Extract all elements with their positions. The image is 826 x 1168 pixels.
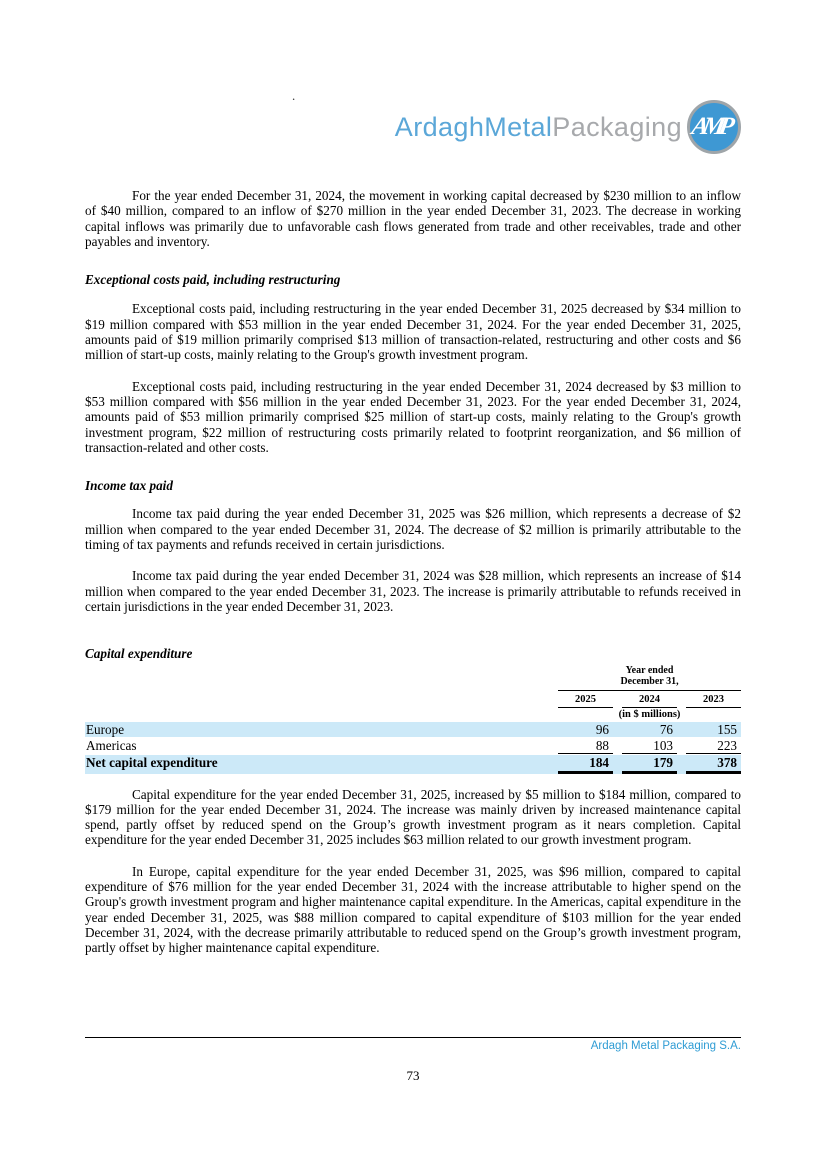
value-2023: 378 (686, 755, 741, 774)
value-2025: 88 (558, 738, 613, 754)
stray-period-mark: . (292, 88, 296, 103)
table-row-net-capital-expenditure (85, 755, 741, 774)
table-year-2023: 2023 (686, 693, 741, 708)
income-tax-paragraph-2025: Income tax paid during the year ended December 31, 2025 was $26 million, which represents a decrease of $2 million when compared to the year ended December 31, 2024. The decrease of $2 million is primarily attributable to the timing of tax payments and refunds received in certain jurisdictions. (85, 506, 741, 553)
table-row-europe (85, 722, 741, 737)
row-label: Americas (86, 737, 137, 753)
logo-wordmark-secondary: Packaging (552, 111, 682, 142)
table-period-spanner (85, 665, 741, 691)
section-heading-exceptional-costs: Exceptional costs paid, including restructuring (85, 272, 341, 288)
table-year-headers (85, 693, 741, 708)
page-number: 73 (406, 1067, 420, 1083)
company-logo (85, 96, 741, 158)
logo-wordmark-primary: ArdaghMetal (394, 111, 553, 142)
amp-logo-icon (687, 100, 741, 154)
value-2025: 96 (595, 721, 609, 737)
exceptional-costs-paragraph-2025: Exceptional costs paid, including restructuring in the year ended December 31, 2025 decreased by $34 million to $19 million compared with $53 million in the year ended December 31, 2024. For the year ended December 31, 2025, amounts paid of $19 million primarily comprised $13 million of transaction-related, restructuring and other costs and $6 million of start-up costs, mainly relating to the Group's growth investment program. (85, 301, 741, 363)
capital-expenditure-table (85, 665, 741, 774)
table-period-line1: Year ended (625, 664, 674, 676)
row-label: Net capital expenditure (86, 754, 218, 770)
section-heading-income-tax: Income tax paid (85, 478, 173, 494)
value-2024: 179 (622, 755, 677, 774)
value-2025: 184 (558, 755, 613, 774)
income-tax-paragraph-2024: Income tax paid during the year ended December 31, 2024 was $28 million, which represents an increase of $14 million when compared to the year ended December 31, 2023. The increase is primarily attributable to refunds received in certain jurisdictions in the year ended December 31, 2023. (85, 568, 741, 614)
footer-company-name: Ardagh Metal Packaging S.A. (590, 1039, 741, 1052)
logo-wordmark (395, 112, 682, 143)
row-label: Europe (86, 721, 125, 737)
table-period-line2: December 31, (620, 676, 679, 688)
capex-summary-paragraph: Capital expenditure for the year ended December 31, 2025, increased by $5 million to $184 million, compared to $179 million for the year ended December 31, 2024. The increase was mainly driven by increased maintenance capital spend, partly offset by reduced spend on the Group’s growth investment program as it nears completion. Capital expenditure for the year ended December 31, 2025 includes $63 million related to our growth investment program. (85, 786, 741, 848)
table-year-2024: 2024 (622, 693, 677, 708)
footer-divider (85, 1037, 741, 1038)
value-2023: 223 (686, 738, 741, 754)
value-2023: 155 (717, 721, 737, 737)
table-year-2025: 2025 (558, 693, 613, 708)
working-capital-paragraph: For the year ended December 31, 2024, the movement in working capital decreased by $230 million to an inflow of $40 million, compared to an inflow of $270 million in the year ended December 31, 2023. The decrease in working capital inflows was primarily due to unfavorable cash flows generated from trade and other receivables, trade and other payables and inventory. (85, 188, 741, 249)
section-heading-capital-expenditure: Capital expenditure (85, 646, 193, 662)
amp-logo-letters: AMP (690, 113, 732, 140)
capex-regional-paragraph: In Europe, capital expenditure for the year ended December 31, 2025, was $96 million, compared to capital expenditure of $76 million for the year ended December 31, 2024 with the increase attributable to higher spend on the Group's growth investment program and higher maintenance capital expenditure. In the Americas, capital expenditure in the year ended December 31, 2025, was $88 million compared to capital expenditure of $103 million for the year ended December 31, 2024, with the decrease primarily attributable to reduced spend on the Group’s growth investment program, partly offset by higher maintenance capital expenditure. (85, 863, 741, 956)
table-units-row (85, 709, 741, 721)
page-content (85, 0, 741, 1084)
table-units-note: (in $ millions) (618, 708, 681, 720)
table-row-americas (85, 738, 741, 754)
value-2024: 103 (622, 738, 677, 754)
exceptional-costs-paragraph-2024: Exceptional costs paid, including restructuring in the year ended December 31, 2024 decreased by $3 million to $53 million compared with $56 million in the year ended December 31, 2023. For the year ended December 31, 2024, amounts paid of $53 million primarily comprised $25 million of start-up costs, mainly relating to the Group's growth investment program, $22 million of restructuring costs primarily related to footprint reorganization, and $6 million of transaction-related and other costs. (85, 378, 741, 455)
value-2024: 76 (659, 721, 673, 737)
